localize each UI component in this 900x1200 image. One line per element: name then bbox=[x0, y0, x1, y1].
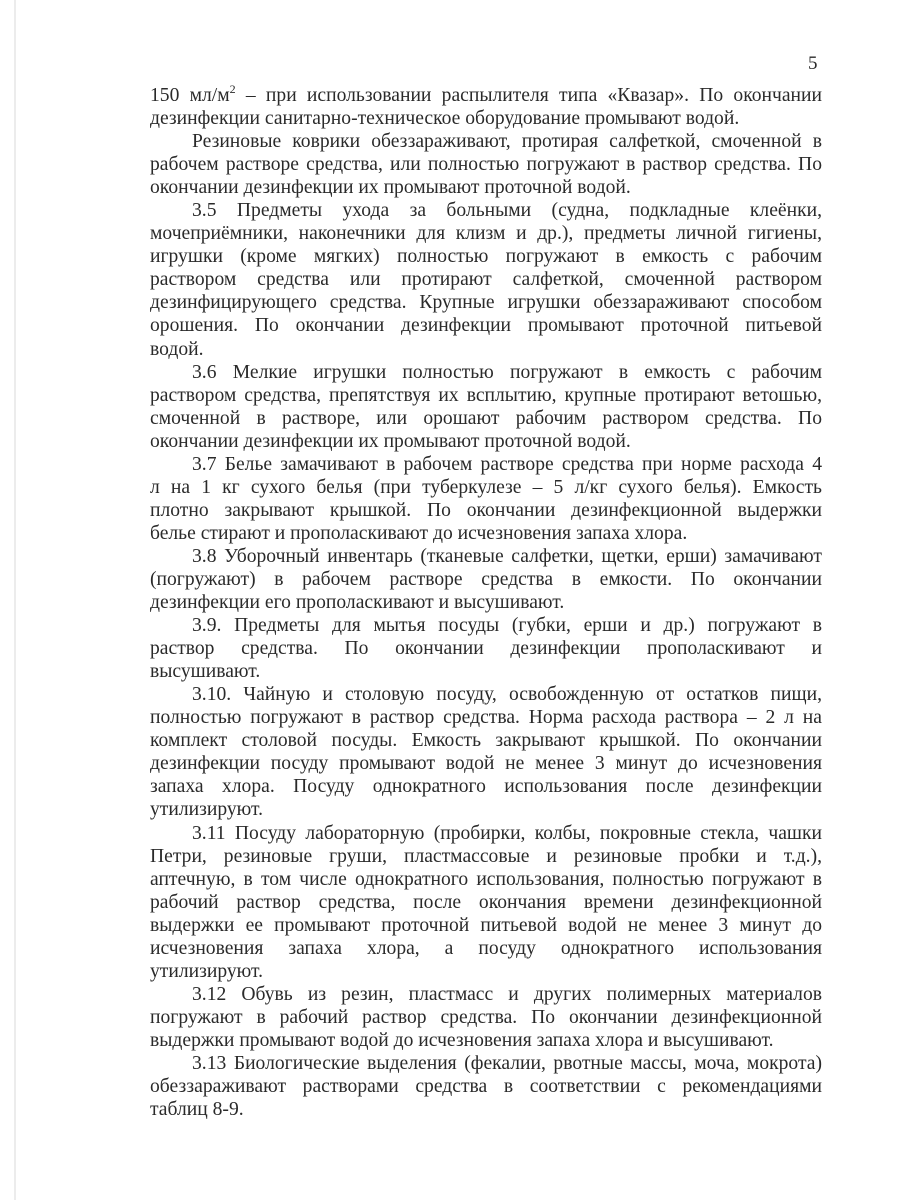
paragraph-3-9 bbox=[150, 614, 822, 683]
text-line: белье стирают и прополаскивают до исчезновения запаха хлора. bbox=[150, 522, 688, 544]
document-body bbox=[150, 84, 822, 1121]
paragraph-3-7 bbox=[150, 453, 822, 545]
scan-page-edge bbox=[14, 0, 16, 1200]
text-line: 3.10. Чайную и столовую посуду, освобожденную от остатков пищи, bbox=[192, 684, 822, 706]
text-line: дезинфекции санитарно-техническое оборудование промывают водой. bbox=[150, 108, 740, 130]
text-line: Петри, резиновые груши, пластмассовые и резиновые пробки и т.д.), bbox=[150, 845, 822, 867]
text-line: раствор средства. По окончании дезинфекции прополаскивают и bbox=[150, 638, 822, 660]
text-line: утилизируют. bbox=[150, 960, 264, 982]
text-line: игрушки (кроме мягких) полностью погружают в емкость с рабочим bbox=[150, 246, 822, 268]
text-line: окончании дезинфекции их промывают проточной водой. bbox=[150, 177, 631, 199]
text-line: выдержки промывают водой до исчезновения запаха хлора и высушивают. bbox=[150, 1029, 774, 1051]
paragraph-3-6 bbox=[150, 361, 822, 453]
text-line: плотно закрывают крышкой. По окончании дезинфекционной выдержки bbox=[150, 499, 822, 521]
text-line: (погружают) в рабочем растворе средства в емкости. По окончании bbox=[150, 568, 822, 590]
text-line: дезинфицирующего средства. Крупные игрушки обеззараживают способом bbox=[150, 292, 822, 314]
text-line: смоченной в растворе, или орошают рабочим раствором средства. По bbox=[150, 407, 822, 429]
text-line: раствором средства или протирают салфеткой, смоченной раствором bbox=[150, 269, 822, 291]
paragraph-3-8 bbox=[150, 545, 822, 614]
paragraph-3-10 bbox=[150, 683, 822, 821]
text-line: комплект столовой посуды. Емкость закрывают крышкой. По окончании bbox=[150, 730, 822, 752]
text-line: водой. bbox=[150, 338, 204, 360]
text-line: рабочем растворе средства, или полностью погружают в раствор средства. По bbox=[150, 154, 822, 176]
text-line: выдержки ее промывают проточной питьевой водой не менее 3 минут до bbox=[150, 914, 822, 936]
text-line: 3.11 Посуду лабораторную (пробирки, колбы, покровные стекла, чашки bbox=[192, 822, 822, 844]
text-line: 3.7 Белье замачивают в рабочем растворе средства при норме расхода 4 bbox=[192, 453, 822, 475]
text-line: погружают в рабочий раствор средства. По окончании дезинфекционной bbox=[150, 1006, 822, 1028]
paragraph-intro bbox=[150, 84, 822, 130]
paragraph-3-11 bbox=[150, 822, 822, 983]
text-line: раствором средства, препятствуя их всплытию, крупные протирают ветошью, bbox=[150, 384, 822, 406]
text-line: 3.9. Предметы для мытья посуды (губки, ерши и др.) погружают в bbox=[192, 615, 822, 637]
text-line bbox=[150, 84, 822, 107]
page-number: 5 bbox=[808, 53, 818, 74]
paragraph-3-12 bbox=[150, 983, 822, 1052]
text-line: исчезновения запаха хлора, а посуду однократного использования bbox=[150, 937, 822, 959]
text-line: обеззараживают растворами средства в соответствии с рекомендациями bbox=[150, 1076, 822, 1098]
text-line: аптечную, в том числе однократного использования, полностью погружают в bbox=[150, 868, 822, 890]
text-line: таблиц 8-9. bbox=[150, 1099, 244, 1121]
text-fragment: 150 мл/м bbox=[150, 85, 230, 106]
text-line: рабочий раствор средства, после окончания времени дезинфекционной bbox=[150, 891, 822, 913]
text-line: 3.6 Мелкие игрушки полностью погружают в емкость с рабочим bbox=[192, 361, 822, 383]
text-line: орошения. По окончании дезинфекции промывают проточной питьевой bbox=[150, 315, 822, 337]
text-line: л на 1 кг сухого белья (при туберкулезе – 5 л/кг сухого белья). Емкость bbox=[150, 476, 822, 498]
text-line: окончании дезинфекции их промывают проточной водой. bbox=[150, 430, 631, 452]
text-line: дезинфекции посуду промывают водой не менее 3 минут до исчезновения bbox=[150, 753, 822, 775]
text-line: 3.8 Уборочный инвентарь (тканевые салфетки, щетки, ерши) замачивают bbox=[192, 545, 822, 567]
text-line: 3.12 Обувь из резин, пластмасс и других полимерных материалов bbox=[192, 983, 822, 1005]
paragraph-3-13 bbox=[150, 1052, 822, 1121]
text-line: мочеприёмники, наконечники для клизм и др.), предметы личной гигиены, bbox=[150, 223, 822, 245]
superscript: 2 bbox=[229, 82, 236, 96]
paragraph-rubber-mats bbox=[150, 130, 822, 199]
text-line: высушивают. bbox=[150, 661, 261, 683]
text-line: 3.5 Предметы ухода за больными (судна, подкладные клеёнки, bbox=[192, 200, 822, 222]
text-line: полностью погружают в раствор средства. Норма расхода раствора – 2 л на bbox=[150, 707, 822, 729]
text-fragment: – при использовании распылителя типа «Квазар». По окончании bbox=[235, 85, 823, 106]
text-line: запаха хлора. Посуду однократного использования после дезинфекции bbox=[150, 776, 822, 798]
text-line: 3.13 Биологические выделения (фекалии, рвотные массы, моча, мокрота) bbox=[192, 1052, 822, 1074]
text-line: дезинфекции его прополаскивают и высушивают. bbox=[150, 592, 565, 614]
text-line: Резиновые коврики обеззараживают, протирая салфеткой, смоченной в bbox=[192, 131, 822, 153]
text-line: утилизируют. bbox=[150, 799, 264, 821]
paragraph-3-5 bbox=[150, 199, 822, 360]
